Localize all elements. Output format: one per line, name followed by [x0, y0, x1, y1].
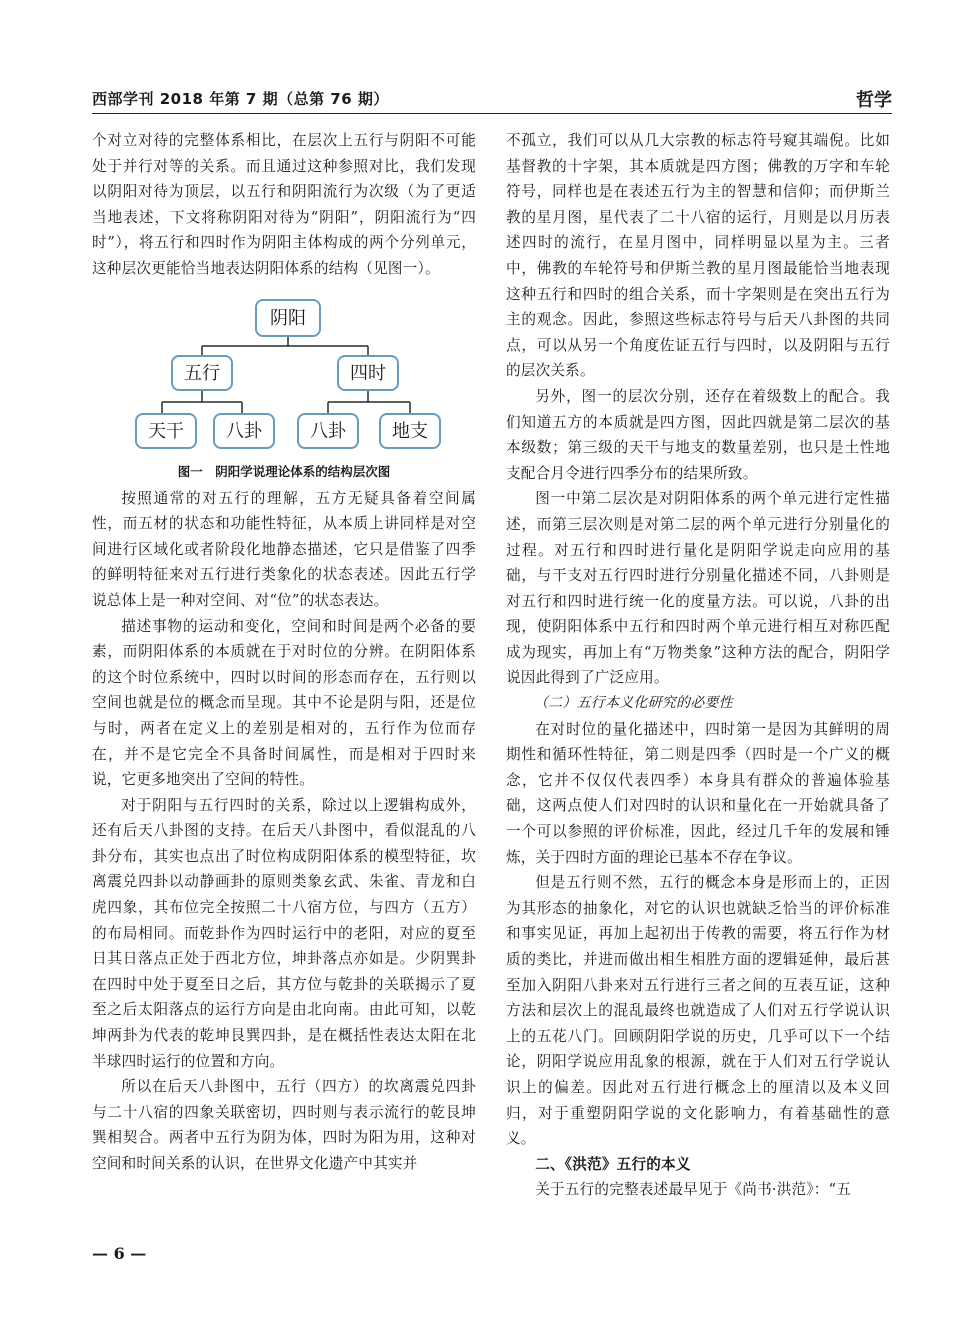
paragraph: 所以在后天八卦图中，五行（四方）的坎离震兑四卦与二十八宿的四象关联密切，四时则与表示流行的乾艮坤巽相契合。两者中五行为阴为体，四时为阳为用，这种对空间和时间关系的认识，在世界文化遗产中其实并	[92, 1078, 476, 1172]
paragraph: 不孤立，我们可以从几大宗教的标志符号窥其端倪。比如基督教的十字架，其本质就是四方图；佛教的万字和车轮符号，同样也是在表述五行为主的智慧和信仰；而伊斯兰教的星月图，星代表了二十八宿的运行，月则是以月历表述四时的流行，在星月图中，同样明显以星为主。三者中，佛教的车轮符号和伊斯兰教的星月图最能恰当地表现这种五行和四时的组合关系，而十字架则是在突出五行为主的观念。因此，参照这些标志符号与后天八卦图的共同点，可以从另一个角度佐证五行与四时，以及阴阳与五行的层次关系。	[506, 132, 890, 380]
node-bagua-left: 八卦	[226, 420, 262, 442]
right-column	[506, 128, 890, 1203]
section-tag: 哲学	[856, 90, 892, 111]
paragraph: 个对立对待的完整体系相比，在层次上五行与阴阳不可能处于并行对等的关系。而且通过这种参照对比，我们发现以阴阳对待为顶层，以五行和阴阳流行为次级（为了更适当地表述，下文将称阴阳对待为“阴阳”，阴阳流行为“四时”），将五行和四时作为阴阳主体构成的两个分列单元，这种层次更能恰当地表达阴阳体系的结构（见图一）。	[92, 132, 476, 277]
paragraph: 另外，图一的层次分别，还存在着级数上的配合。我们知道五方的本质就是四方图，因此四就是第二层次的基本级数；第三级的天干与地支的数量差别，也只是土性地支配合月令进行四季分布的结果所致。	[506, 387, 890, 482]
node-dizhi: 地支	[392, 420, 428, 442]
paragraph: 在对时位的量化描述中，四时第一是因为其鲜明的周期性和循环性特征，第二则是四季（四时是一个广义的概念，它并不仅仅代表四季）本身具有群众的普遍体验基础，这两点使人们对四时的认识和量化在一开始就具备了一个可以参照的评价标准，因此，经过几千年的发展和锤炼，关于四时方面的理论已基本不存在争议。	[506, 720, 890, 866]
header-rule	[92, 113, 892, 114]
paragraph: 按照通常的对五行的理解，五方无疑具备着空间属性，而五材的状态和功能性特征，从本质上讲同样是对空间进行区域化或者阶段化地静态描述，它只是借鉴了四季的鲜明特征来对五行进行类象化的状态表述。因此五行学说总体上是一种对空间、对“位”的状态表达。	[92, 489, 476, 609]
node-tiangan: 天干	[148, 420, 184, 442]
figure-caption: 图一 阴阳学说理论体系的结构层次图	[177, 463, 391, 479]
node-sishi: 四时	[350, 362, 386, 384]
paragraph: 但是五行则不然，五行的概念本身是形而上的，正因为其形态的抽象化，对它的认识也就缺乏恰当的评价标准和事实见证，再加上起初出于传教的需要，将五行作为材质的类比，并进而做出相生相胜方面的逻辑延伸，最后甚至加入阴阳八卦来对五行进行三者之间的互表互证，这种方法和层次上的混乱最终也就造成了人们对五行学说认识上的五花八门。回顾阴阳学说的历史，几乎可以下一个结论，阴阳学说应用乱象的根源，就在于人们对五行学说认识上的偏差。因此对五行进行概念上的厘清以及本义回归，对于重塑阴阳学说的文化影响力，有着基础性的意义。	[506, 874, 890, 1148]
section-heading: 二、《洪范》五行的本义	[535, 1155, 691, 1173]
subsection-heading: （二）五行本义化研究的必要性	[534, 695, 733, 712]
paragraph: 关于五行的完整表述最早见于《尚书·洪范》：“五	[535, 1181, 852, 1199]
paragraph: 图一中第二层次是对阴阳体系的两个单元进行定性描述，而第三层次则是对第二层的两个单元进行分别量化的过程。对五行和四时进行量化是阴阳学说走向应用的基础，与干支对五行四时进行分别量化描述不同，八卦则是对五行和四时进行统一化的度量方法。可以说，八卦的出现，使阴阳体系中五行和四时两个单元进行相互对称匹配成为现实，再加上有“万物类象”这种方法的配合，阴阳学说因此得到了广泛应用。	[506, 490, 890, 687]
journal-title: 西部学刊 2018 年第 7 期（总第 76 期）	[92, 90, 389, 108]
node-wuxing: 五行	[184, 362, 220, 384]
running-header	[92, 88, 892, 112]
left-column	[92, 128, 476, 1177]
structure-diagram	[92, 290, 476, 490]
page-number: — 6 —	[92, 1244, 147, 1263]
node-root: 阴阳	[270, 307, 306, 329]
paragraph: 对于阴阳与五行四时的关系，除过以上逻辑构成外，还有后天八卦图的支持。在后天八卦图中，看似混乱的八卦分布，其实也点出了时位构成阴阳体系的模型特征，坎离震兑四卦以动静画卦的原则类象玄武、朱雀、青龙和白虎四象，其布位完全按照二十八宿方位，与四方（五方）的布局相同。而乾卦作为四时运行中的老阳，对应的夏至日其日落点正处于西北方位，坤卦落点亦如是。少阴巽卦在四时中处于夏至日之后，其方位与乾卦的关联揭示了夏至之后太阳落点的运行方向是由北向南。由此可知，以乾坤两卦为代表的乾坤艮巽四卦，是在概括性表达太阳在北半球四时运行的位置和方向。	[92, 796, 476, 1070]
structure-figure	[92, 290, 476, 490]
paragraph: 描述事物的运动和变化，空间和时间是两个必备的要素，而阴阳体系的本质就在于对时位的分辨。在阴阳体系的这个时位系统中，四时以时间的形态而存在，五行则以空间也就是位的概念而呈现。其中不论是阴与阳，还是位与时，两者在定义上的差别是相对的，五行作为位而存在，并不是它完全不具备时间属性，而是相对于四时来说，它更多地突出了空间的特性。	[92, 617, 476, 789]
node-bagua-right: 八卦	[310, 420, 346, 442]
